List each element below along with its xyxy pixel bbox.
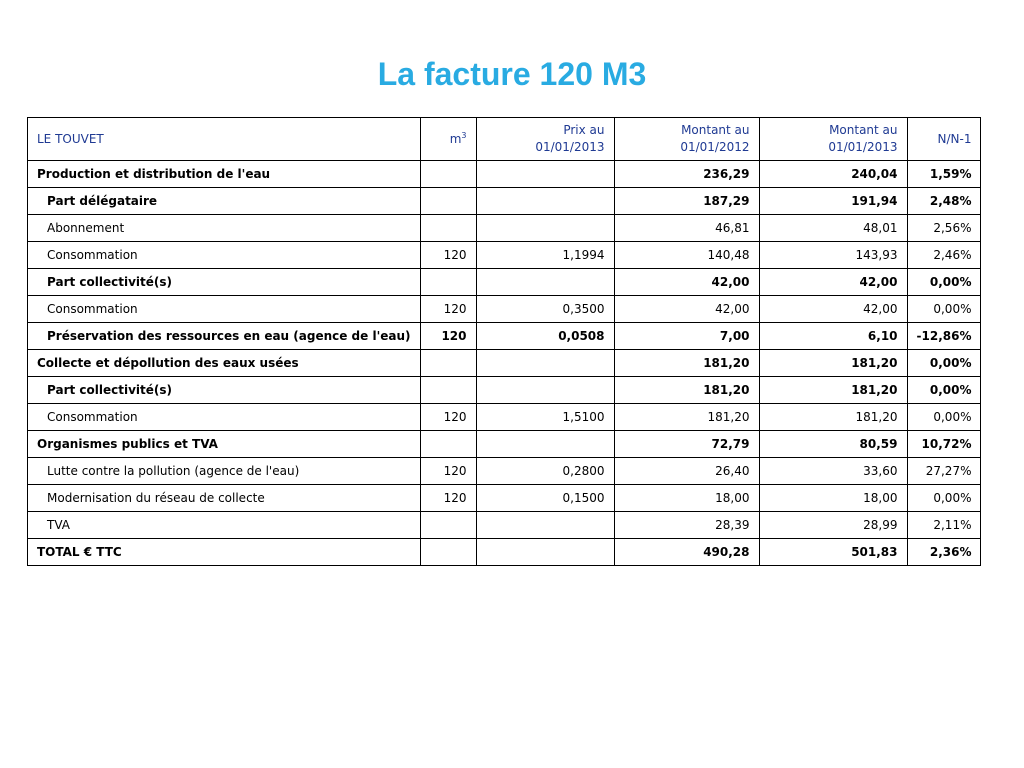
row-label: TVA xyxy=(28,512,421,539)
row-label: Lutte contre la pollution (agence de l'eau) xyxy=(28,458,421,485)
row-label: Production et distribution de l'eau xyxy=(28,161,421,188)
header-unit-exponent: 3 xyxy=(461,130,467,140)
table-header-row xyxy=(28,118,981,161)
table-row xyxy=(28,485,981,512)
row-change: 2,46% xyxy=(907,242,981,269)
row-amount-2012: 72,79 xyxy=(614,431,759,458)
row-quantity xyxy=(420,215,476,242)
row-unit-price xyxy=(476,377,614,404)
row-amount-2012: 7,00 xyxy=(614,323,759,350)
row-change: 10,72% xyxy=(907,431,981,458)
row-amount-2012: 140,48 xyxy=(614,242,759,269)
row-label: Modernisation du réseau de collecte xyxy=(28,485,421,512)
table-row xyxy=(28,161,981,188)
row-change: 1,59% xyxy=(907,161,981,188)
header-change: N/N-1 xyxy=(907,118,981,161)
row-amount-2013: 42,00 xyxy=(759,296,907,323)
table-row xyxy=(28,188,981,215)
row-amount-2012: 26,40 xyxy=(614,458,759,485)
row-amount-2013: 48,01 xyxy=(759,215,907,242)
row-unit-price xyxy=(476,269,614,296)
row-amount-2012: 181,20 xyxy=(614,404,759,431)
row-unit-price: 1,1994 xyxy=(476,242,614,269)
row-unit-price: 0,2800 xyxy=(476,458,614,485)
row-label: Préservation des ressources en eau (agence de l'eau) xyxy=(28,323,421,350)
row-label: Part collectivité(s) xyxy=(28,269,421,296)
row-amount-2012: 236,29 xyxy=(614,161,759,188)
row-change: 0,00% xyxy=(907,404,981,431)
row-quantity xyxy=(420,188,476,215)
row-amount-2013: 28,99 xyxy=(759,512,907,539)
row-unit-price xyxy=(476,539,614,566)
row-label: Part collectivité(s) xyxy=(28,377,421,404)
header-amount-2013-line2: 01/01/2013 xyxy=(828,140,898,154)
header-amount-2013-line1: Montant au xyxy=(829,123,898,137)
row-quantity: 120 xyxy=(420,296,476,323)
table-row xyxy=(28,296,981,323)
table-row xyxy=(28,215,981,242)
row-label: Part délégataire xyxy=(28,188,421,215)
table-row xyxy=(28,512,981,539)
row-amount-2013: 191,94 xyxy=(759,188,907,215)
header-amount-2012 xyxy=(614,118,759,161)
row-amount-2013: 42,00 xyxy=(759,269,907,296)
row-amount-2012: 42,00 xyxy=(614,269,759,296)
table-row xyxy=(28,431,981,458)
table-row xyxy=(28,242,981,269)
row-change: 0,00% xyxy=(907,377,981,404)
row-label: Consommation xyxy=(28,296,421,323)
header-price-line1: Prix au xyxy=(563,123,605,137)
row-quantity: 120 xyxy=(420,404,476,431)
row-change: 0,00% xyxy=(907,296,981,323)
row-label: Consommation xyxy=(28,242,421,269)
row-amount-2012: 181,20 xyxy=(614,350,759,377)
table-row xyxy=(28,539,981,566)
row-quantity: 120 xyxy=(420,242,476,269)
invoice-table xyxy=(27,117,981,566)
page-title: La facture 120 M3 xyxy=(377,56,647,92)
header-unit-base: m xyxy=(449,131,462,146)
row-label: Collecte et dépollution des eaux usées xyxy=(28,350,421,377)
row-amount-2013: 181,20 xyxy=(759,350,907,377)
row-unit-price: 1,5100 xyxy=(476,404,614,431)
row-change: 2,36% xyxy=(907,539,981,566)
row-amount-2013: 143,93 xyxy=(759,242,907,269)
row-label: Consommation xyxy=(28,404,421,431)
row-quantity: 120 xyxy=(420,323,476,350)
row-amount-2013: 80,59 xyxy=(759,431,907,458)
table-row xyxy=(28,458,981,485)
row-quantity: 120 xyxy=(420,458,476,485)
header-location: LE TOUVET xyxy=(28,118,421,161)
header-unit xyxy=(420,118,476,161)
row-label: TOTAL € TTC xyxy=(28,539,421,566)
row-amount-2013: 501,83 xyxy=(759,539,907,566)
row-amount-2012: 28,39 xyxy=(614,512,759,539)
row-amount-2013: 33,60 xyxy=(759,458,907,485)
row-change: -12,86% xyxy=(907,323,981,350)
row-amount-2013: 181,20 xyxy=(759,377,907,404)
table-row xyxy=(28,377,981,404)
row-quantity xyxy=(420,161,476,188)
row-quantity xyxy=(420,350,476,377)
row-amount-2012: 42,00 xyxy=(614,296,759,323)
row-unit-price: 0,3500 xyxy=(476,296,614,323)
row-change: 27,27% xyxy=(907,458,981,485)
table-row xyxy=(28,269,981,296)
row-change: 0,00% xyxy=(907,350,981,377)
header-amount-2012-line1: Montant au xyxy=(681,123,750,137)
row-quantity xyxy=(420,269,476,296)
row-amount-2012: 18,00 xyxy=(614,485,759,512)
row-change: 2,11% xyxy=(907,512,981,539)
row-amount-2013: 18,00 xyxy=(759,485,907,512)
header-price xyxy=(476,118,614,161)
table-row xyxy=(28,350,981,377)
row-label: Organismes publics et TVA xyxy=(28,431,421,458)
row-label: Abonnement xyxy=(28,215,421,242)
row-unit-price xyxy=(476,350,614,377)
row-change: 0,00% xyxy=(907,269,981,296)
header-amount-2013 xyxy=(759,118,907,161)
row-quantity xyxy=(420,539,476,566)
row-quantity xyxy=(420,431,476,458)
row-unit-price xyxy=(476,431,614,458)
row-amount-2012: 490,28 xyxy=(614,539,759,566)
row-unit-price xyxy=(476,161,614,188)
row-quantity xyxy=(420,377,476,404)
row-change: 2,48% xyxy=(907,188,981,215)
row-amount-2012: 187,29 xyxy=(614,188,759,215)
row-unit-price xyxy=(476,215,614,242)
table-row xyxy=(28,323,981,350)
row-amount-2012: 46,81 xyxy=(614,215,759,242)
row-unit-price xyxy=(476,188,614,215)
row-unit-price xyxy=(476,512,614,539)
row-quantity xyxy=(420,512,476,539)
row-amount-2013: 6,10 xyxy=(759,323,907,350)
header-price-line2: 01/01/2013 xyxy=(535,140,605,154)
row-change: 0,00% xyxy=(907,485,981,512)
row-amount-2013: 181,20 xyxy=(759,404,907,431)
row-unit-price: 0,0508 xyxy=(476,323,614,350)
table-row xyxy=(28,404,981,431)
row-change: 2,56% xyxy=(907,215,981,242)
header-amount-2012-line2: 01/01/2012 xyxy=(680,140,750,154)
row-unit-price: 0,1500 xyxy=(476,485,614,512)
row-quantity: 120 xyxy=(420,485,476,512)
row-amount-2013: 240,04 xyxy=(759,161,907,188)
row-amount-2012: 181,20 xyxy=(614,377,759,404)
